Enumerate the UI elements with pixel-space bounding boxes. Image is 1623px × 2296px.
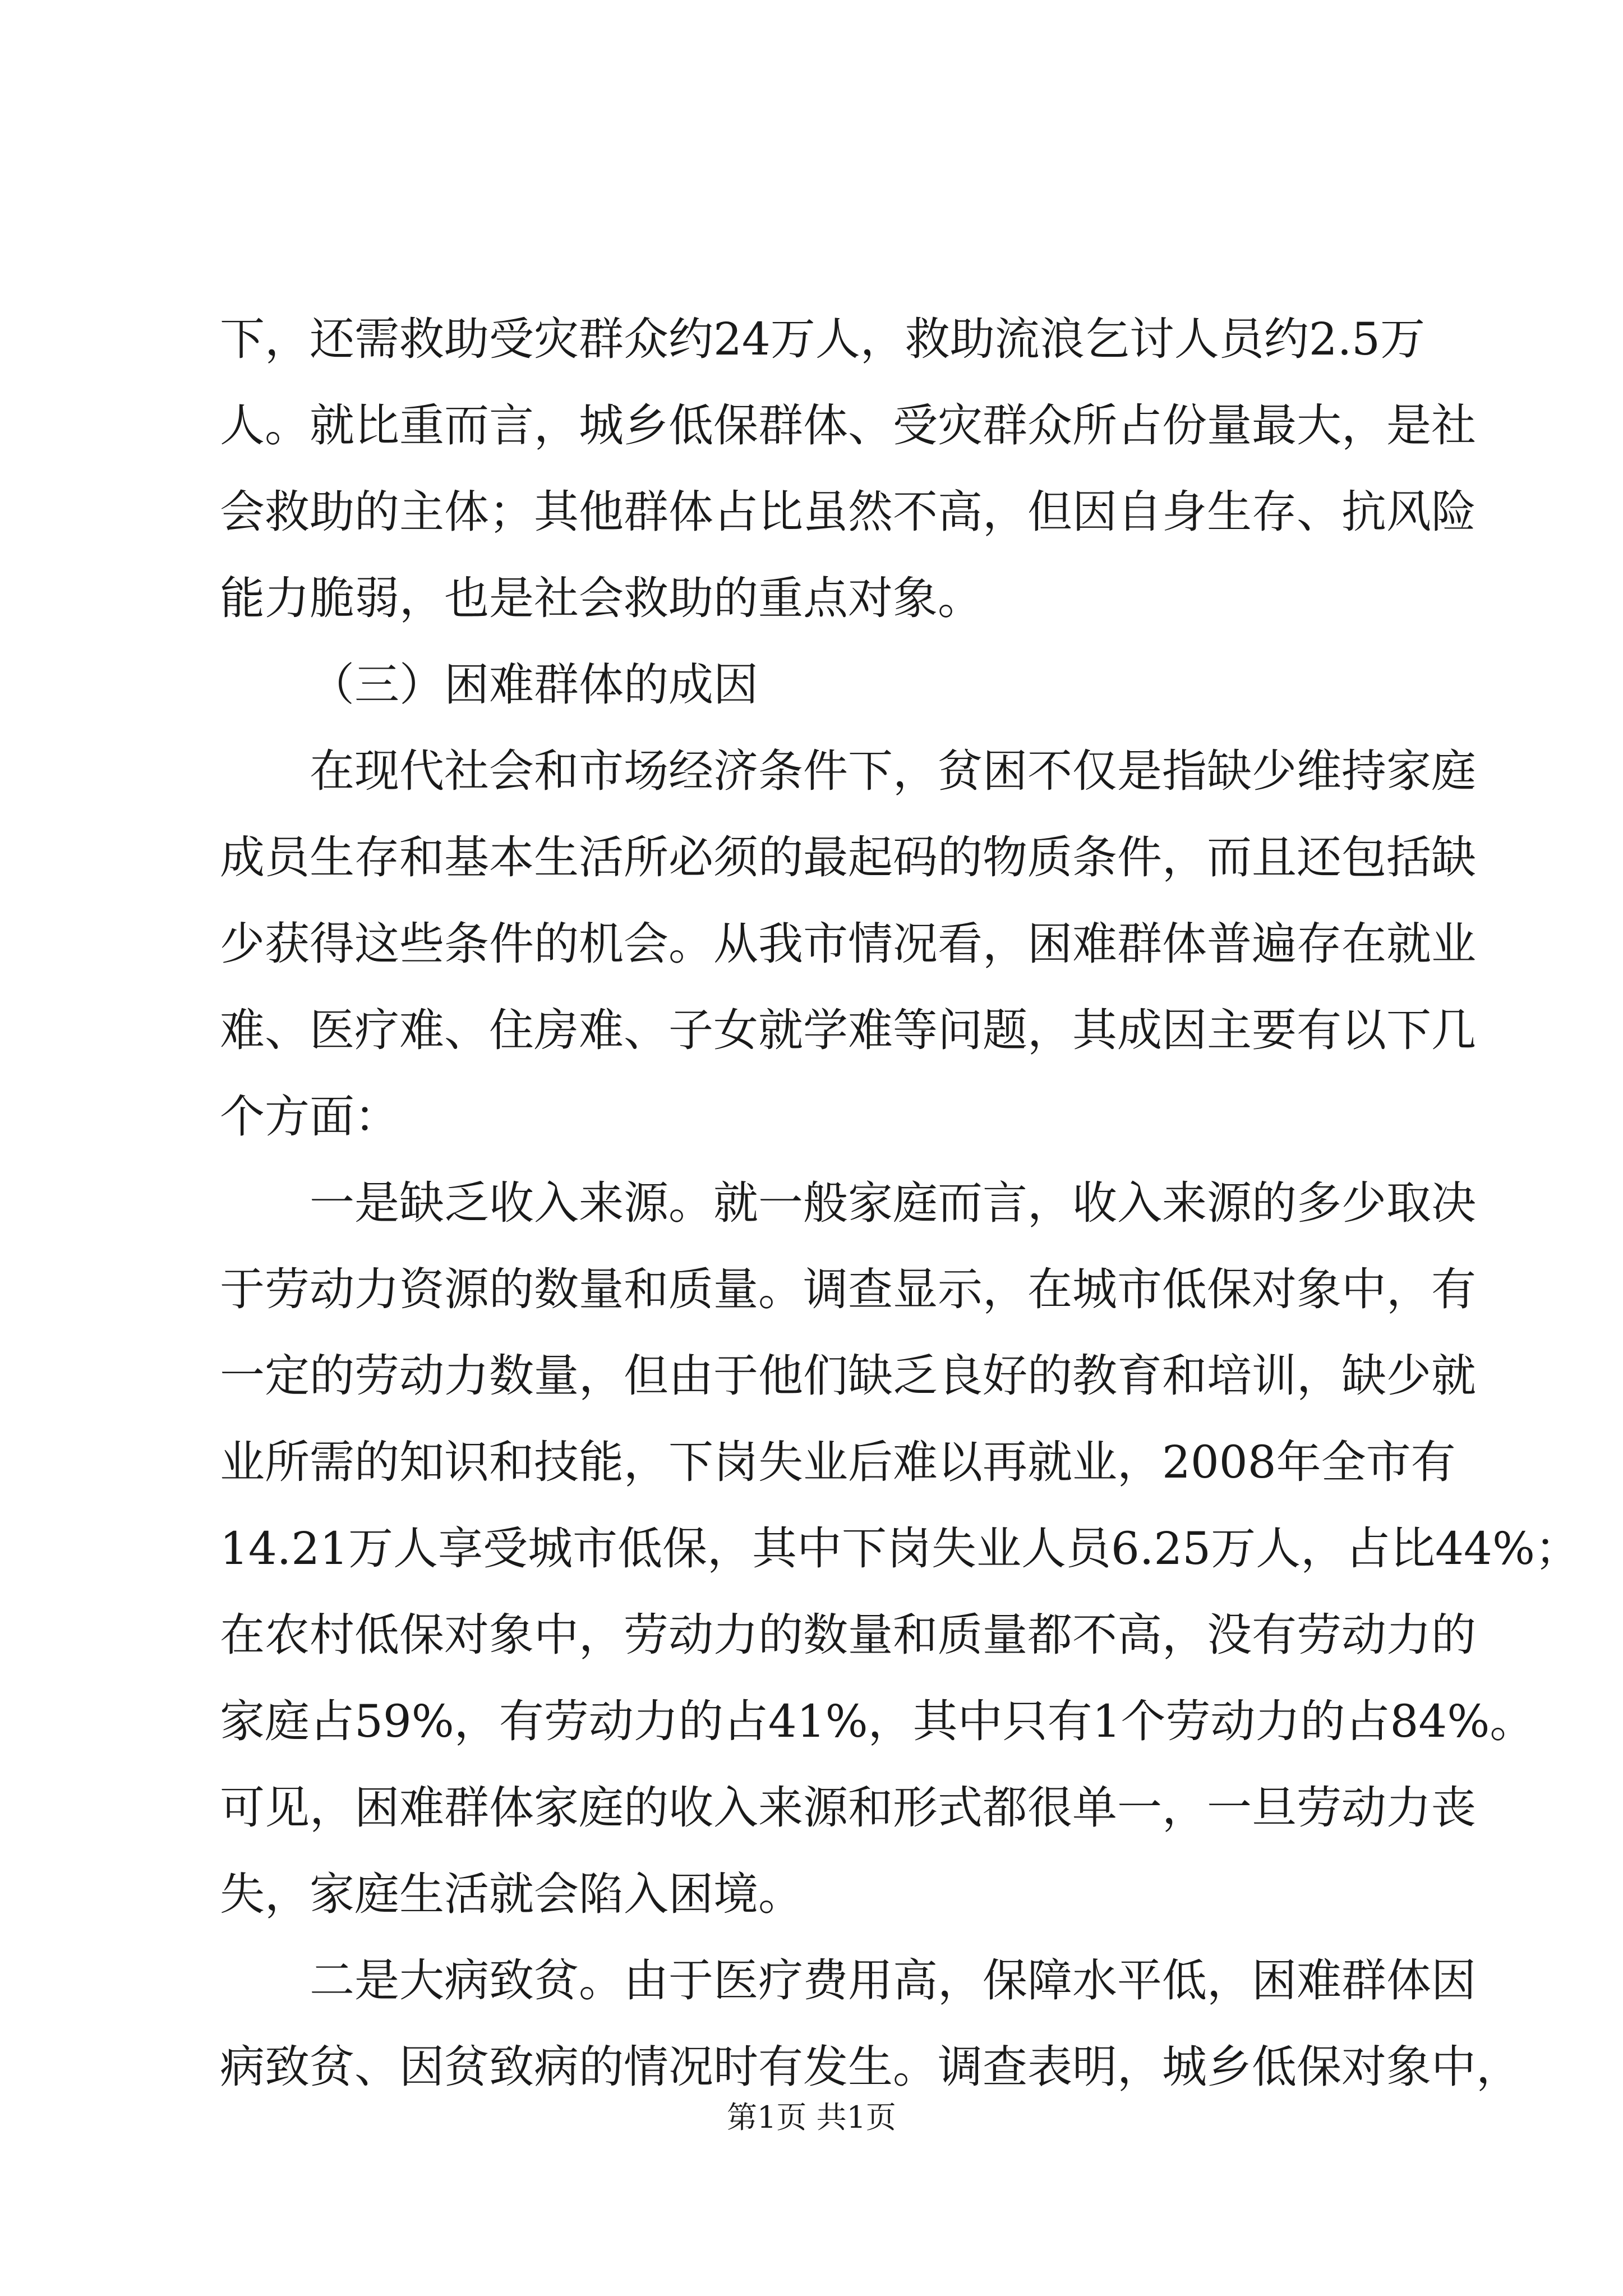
text-line: 下，还需救助受灾群众约24万人，救助流浪乞讨人员约2.5万 — [220, 313, 1426, 365]
text-line: 少获得这些条件的机会。从我市情况看，困难群体普遍存在就业 — [220, 918, 1476, 970]
text-line: 人。就比重而言，城乡低保群体、受灾群众所占份量最大，是社 — [220, 399, 1476, 452]
text-line: 失，家庭生活就会陷入困境。 — [220, 1868, 803, 1920]
text-line: 可见，困难群体家庭的收入来源和形式都很单一，一旦劳动力丧 — [220, 1782, 1476, 1834]
text-line: 在现代社会和市场经济条件下，贫困不仅是指缺少维持家庭 — [310, 745, 1476, 797]
text-line: 能力脆弱，也是社会救助的重点对象。 — [220, 572, 983, 624]
text-line: 于劳动力资源的数量和质量。调查显示，在城市低保对象中，有 — [220, 1263, 1476, 1315]
text-line: 业所需的知识和技能，下岗失业后难以再就业，2008年全市有 — [220, 1436, 1456, 1488]
text-line: 一是缺乏收入来源。就一般家庭而言，收入来源的多少取决 — [310, 1177, 1476, 1229]
page-footer: 第1页 共1页 — [727, 2100, 896, 2135]
text-line: 难、医疗难、住房难、子女就学难等问题，其成因主要有以下几 — [220, 1004, 1476, 1056]
text-line: 个方面： — [220, 1091, 399, 1143]
text-line: 一定的劳动力数量，但由于他们缺乏良好的教育和培训，缺少就 — [220, 1350, 1476, 1402]
text-line: 家庭占59%，有劳动力的占41%，其中只有1个劳动力的占84%。 — [220, 1695, 1535, 1747]
text-line: 会救助的主体；其他群体占比虽然不高，但因自身生存、抗风险 — [220, 486, 1476, 538]
text-line: 二是大病致贫。由于医疗费用高，保障水平低，困难群体因 — [310, 1954, 1476, 2007]
text-line: 在农村低保对象中，劳动力的数量和质量都不高，没有劳动力的 — [220, 1609, 1476, 1661]
section-heading: （三）困难群体的成因 — [310, 659, 758, 711]
text-line: 14.21万人享受城市低保，其中下岗失业人员6.25万人，占比44%； — [220, 1522, 1580, 1575]
text-line: 成员生存和基本生活所必须的最起码的物质条件，而且还包括缺 — [220, 831, 1476, 884]
text-line: 病致贫、因贫致病的情况时有发生。调查表明，城乡低保对象中， — [220, 2041, 1521, 2093]
